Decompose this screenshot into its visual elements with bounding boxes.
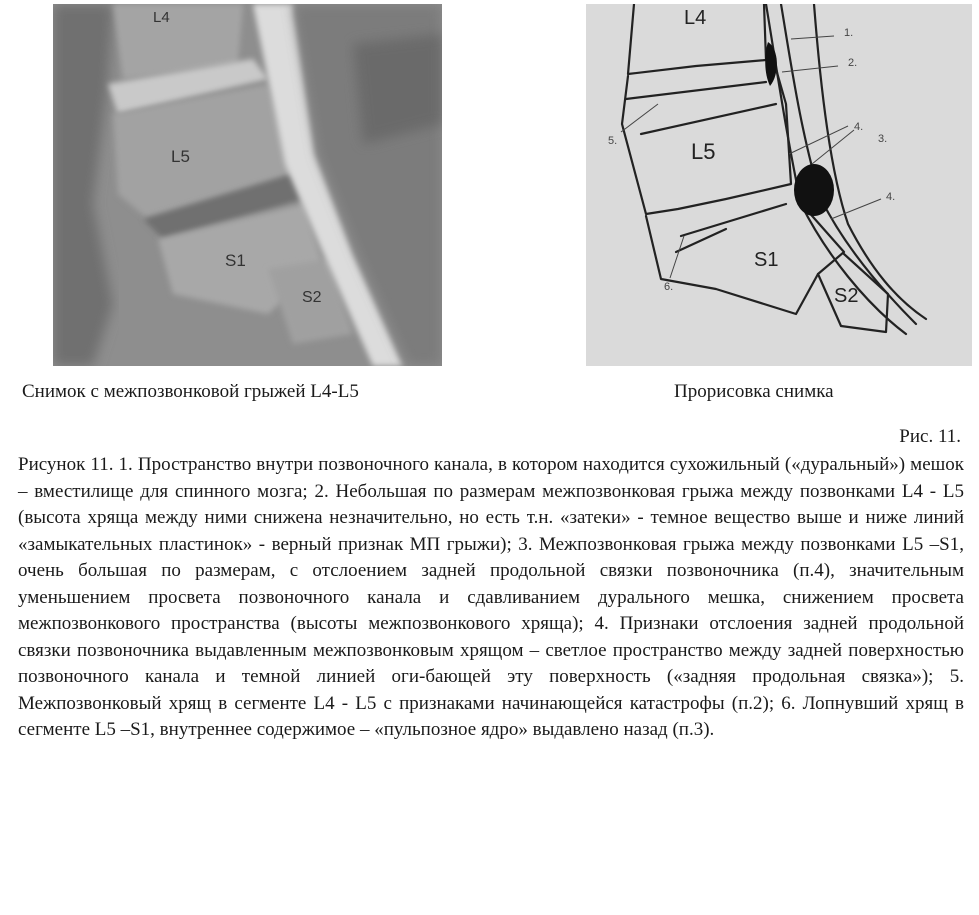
tracing-label-s2: S2 bbox=[834, 285, 859, 307]
callout-4a: 4. bbox=[854, 121, 864, 133]
figure-description: Рисунок 11. 1. Пространство внутри позвоночного канала, в котором находится сухожильный («дуральный») мешок – вместилище для спинного мозга; 2. Небольшая по размерам межпозвонковая грыжа между позвонками L4 - L5 (высота хряща между ними снижена незначительно, но есть т.н. «затеки» - темное вещество выше и ниже линий «замыкательных пластинок» - верный признак МП грыжи); 3. Межпозвонковая грыжа между позвонками L5 –S1, очень большая по размерам, с отслоением задней продольной связки позвоночника (п.4), значительным уменьшением просвета позвоночного канала и сдавливанием дурального мешка, снижением просвета межпозвонкового пространства (высоты межпозвонкового хряща); 4. Признаки отслоения задней продольной связки позвоночника выдавленным межпозвонковым хрящом – светлое пространство между задней поверхностью позвоночного канала и темной линией оги-бающей эту поверхность («задняя продольная связка»); 5. Межпозвонковый хрящ в сегменте L4 - L5 с признаками начинающейся катастрофы (п.2); 6. Лопнувший хрящ в сегменте L5 –S1, внутреннее содержимое – «пульпозное ядро» выдавлено назад (п.3). bbox=[18, 454, 964, 740]
mri-image bbox=[53, 4, 442, 366]
left-image-caption: Снимок с межпозвонковой грыжей L4-L5 bbox=[22, 381, 359, 402]
tracing-label-l5: L5 bbox=[691, 139, 716, 164]
mri-label-s1: S1 bbox=[225, 251, 246, 270]
callout-1: 1. bbox=[844, 27, 854, 39]
callout-3: 3. bbox=[878, 133, 888, 145]
tracing-label-s1: S1 bbox=[754, 249, 779, 271]
tracing-label-l4: L4 bbox=[684, 7, 707, 29]
mri-illustration bbox=[53, 4, 442, 366]
mri-label-l4: L4 bbox=[153, 9, 170, 26]
callout-5: 5. bbox=[608, 135, 618, 147]
callout-6: 6. bbox=[664, 281, 674, 293]
tracing-image bbox=[586, 4, 972, 366]
callout-2: 2. bbox=[848, 57, 858, 69]
tracing-illustration bbox=[586, 4, 972, 366]
callout-4b: 4. bbox=[886, 191, 896, 203]
mri-label-s2: S2 bbox=[302, 289, 322, 306]
figure-number: Рис. 11. bbox=[899, 426, 961, 447]
mri-label-l5: L5 bbox=[171, 147, 190, 166]
right-image-caption: Прорисовка снимка bbox=[674, 381, 834, 402]
